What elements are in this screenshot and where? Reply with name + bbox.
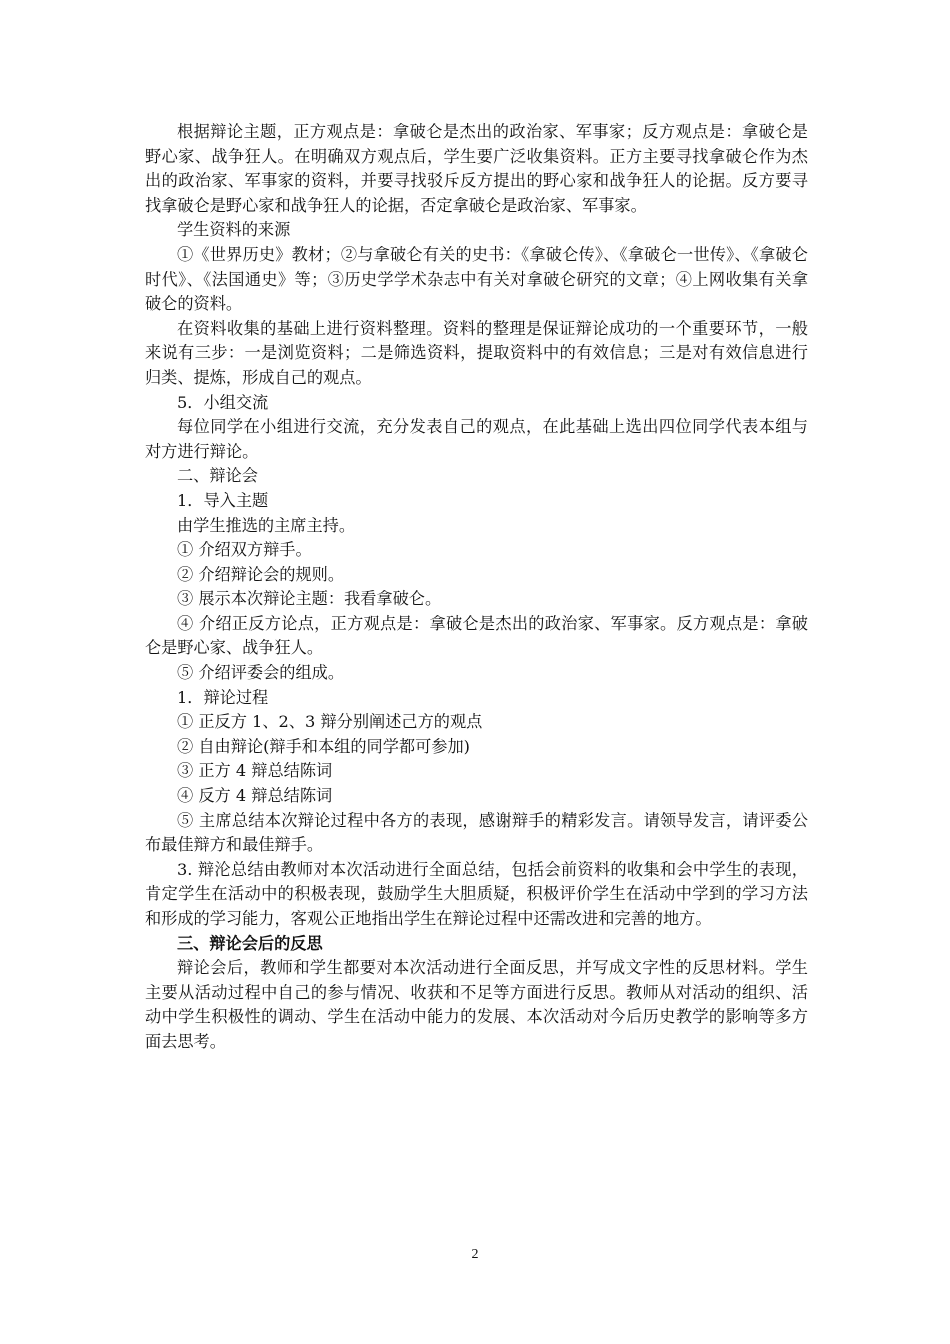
heading-group-exchange: 5．小组交流 bbox=[177, 392, 269, 412]
list-item-intro-debaters: ① 介绍双方辩手。 bbox=[177, 540, 312, 560]
list-item-show-topic: ③ 展示本次辩论主题：我看拿破仑。 bbox=[177, 589, 442, 609]
heading-reflection: 三、辩论会后的反思 bbox=[177, 933, 323, 953]
list-item-opening-statements: ① 正反方 1、2、3 辩分别阐述己方的观点 bbox=[177, 712, 483, 732]
list-item-chair-summary: ⑤ 主席总结本次辩论过程中各方的表现，感谢辩手的精彩发言。请领导发言，请评委公布最佳辩方和最佳辩手。 bbox=[145, 810, 808, 855]
list-item-intro-judges: ⑤ 介绍评委会的组成。 bbox=[177, 663, 345, 683]
paragraph-reflection: 辩论会后，教师和学生都要对本次活动进行全面反思，并写成文字性的反思材料。学生主要从活动过程中自己的参与情况、收获和不足等方面进行反思。教师从对活动的组织、活动中学生积极性的调动、学生在活动中能力的发展、本次活动对今后历史教学的影响等多方面去思考。 bbox=[145, 958, 808, 1051]
heading-debate-meeting: 二、辩论会 bbox=[177, 466, 258, 486]
paragraph-group-exchange: 每位同学在小组进行交流，充分发表自己的观点，在此基础上选出四位同学代表本组与对方进行辩论。 bbox=[145, 417, 808, 461]
paragraph-chair: 由学生推选的主席主持。 bbox=[177, 515, 356, 535]
list-item-con-closing: ④ 反方 4 辩总结陈词 bbox=[177, 786, 333, 806]
list-item-intro-rules: ② 介绍辩论会的规则。 bbox=[177, 564, 345, 584]
list-item-free-debate: ② 自由辩论(辩手和本组的同学都可参加) bbox=[177, 736, 470, 756]
paragraph-sources-list: ①《世界历史》教材；②与拿破仑有关的史书：《拿破仑传》、《拿破仑一世传》、《拿破仑时代》、《法国通史》等；③历史学学术杂志中有关对拿破仑研究的文章；④上网收集有关拿破仑的资料。 bbox=[145, 244, 808, 314]
document-body bbox=[145, 120, 808, 1055]
heading-introduce-topic: 1．导入主题 bbox=[177, 490, 269, 510]
paragraph-source-heading: 学生资料的来源 bbox=[177, 220, 291, 240]
paragraph-debate-viewpoints: 根据辩论主题，正方观点是：拿破仑是杰出的政治家、军事家；反方观点是：拿破仑是野心家、战争狂人。在明确双方观点后，学生要广泛收集资料。正方主要寻找拿破仑作为杰出的政治家、军事家的资料，并要寻找驳斥反方提出的野心家和战争狂人的论据。反方要寻找拿破仑是野心家和战争狂人的论据，否定拿破仑是政治家、军事家。 bbox=[145, 122, 808, 215]
paragraph-data-organization: 在资料收集的基础上进行资料整理。资料的整理是保证辩论成功的一个重要环节，一般来说有三步：一是浏览资料；二是筛选资料，提取资料中的有效信息；三是对有效信息进行归类、提炼，形成自己的观点。 bbox=[145, 318, 808, 387]
heading-debate-process: 1．辩论过程 bbox=[177, 687, 269, 707]
list-item-intro-arguments: ④ 介绍正反方论点，正方观点是：拿破仑是杰出的政治家、军事家。反方观点是：拿破仑是野心家、战争狂人。 bbox=[145, 613, 808, 658]
list-item-pro-closing: ③ 正方 4 辩总结陈词 bbox=[177, 761, 333, 781]
page-number: 2 bbox=[471, 1247, 479, 1262]
paragraph-teacher-summary: 3. 辩沦总结由教师对本次活动进行全面总结，包括会前资料的收集和会中学生的表现，肯定学生在活动中的积极表现，鼓励学生大胆质疑，积极评价学生在活动中学到的学习方法和形成的学习能力，客观公正地指出学生在辩论过程中还需改进和完善的地方。 bbox=[145, 859, 808, 928]
